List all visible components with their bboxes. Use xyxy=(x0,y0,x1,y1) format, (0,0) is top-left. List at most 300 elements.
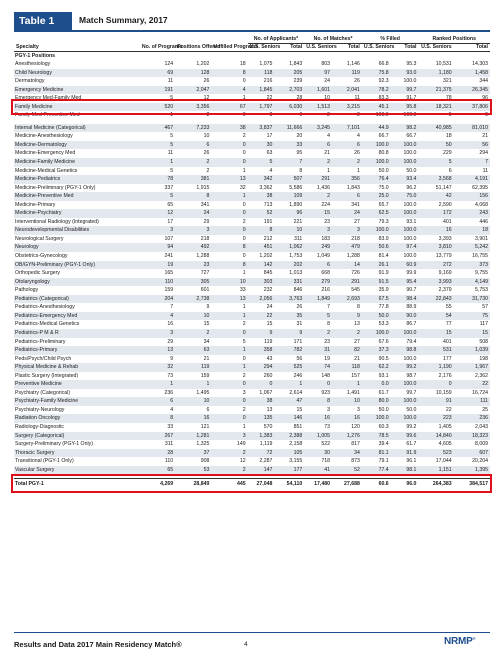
cell-value: 9 xyxy=(248,329,275,338)
cell-value: 96 xyxy=(274,209,304,218)
cell-value: 34 xyxy=(332,449,362,458)
cell-value: 508 xyxy=(479,338,488,345)
table-head xyxy=(14,36,490,52)
cell-value: 13 xyxy=(354,321,360,328)
cell-value: 13,779 xyxy=(435,253,452,260)
cell-value: 1,325 xyxy=(196,441,210,448)
cell-value: 9 xyxy=(274,329,304,338)
cell-value: 75.0 xyxy=(378,184,389,191)
cell-value: 1 xyxy=(211,363,247,372)
cell-value: 42 xyxy=(418,192,453,201)
table-row xyxy=(14,86,490,95)
cell-value: 2,047 xyxy=(175,86,211,95)
cell-value: 12 xyxy=(239,458,246,465)
cell-value: 74 xyxy=(304,363,332,372)
table-row xyxy=(14,201,490,210)
cell-value: 165 xyxy=(164,270,174,277)
total-value: 384,517 xyxy=(454,478,490,489)
cell-value: 520 xyxy=(140,103,175,112)
cell-value: 67 xyxy=(211,103,247,112)
cell-value: 100.0 xyxy=(403,355,417,362)
cell-value: 73 xyxy=(324,423,330,430)
cell-value: 100.0 xyxy=(362,158,391,167)
cell-value: 291 xyxy=(304,175,332,184)
cell-value: 191 xyxy=(140,86,175,95)
cell-value: 2,703 xyxy=(274,86,304,95)
cell-value: 22 xyxy=(454,380,490,389)
cell-value: 96.1 xyxy=(406,458,417,465)
cell-value: 191 xyxy=(263,218,273,225)
cell-value: 24 xyxy=(266,304,273,311)
cell-value: 8 xyxy=(356,304,360,311)
cell-value: 50.6 xyxy=(362,243,391,252)
cell-value: 2,590 xyxy=(438,201,452,208)
cell-value: 13 xyxy=(211,175,247,184)
cell-value: 2,158 xyxy=(289,441,303,448)
cell-value: 1,458 xyxy=(454,69,490,78)
cell-value: 32 xyxy=(239,184,246,191)
cell-value: 5 xyxy=(170,95,174,102)
cell-value: 10 xyxy=(203,133,210,140)
cell-value: 2 xyxy=(332,329,362,338)
cell-value: 1,797 xyxy=(248,103,275,112)
cell-value: 2 xyxy=(304,158,332,167)
cell-value: 4 xyxy=(170,406,174,413)
cell-value: 305 xyxy=(175,278,211,287)
cell-value: 246 xyxy=(293,372,303,379)
cell-value: 22 xyxy=(248,312,275,321)
row-specialty: Medicine-Medical Genetics xyxy=(15,167,78,174)
cell-value: 21 xyxy=(203,355,210,362)
cell-value: 10 xyxy=(332,397,362,406)
cell-value: 44.9 xyxy=(362,124,391,133)
cell-value: 5 xyxy=(418,158,453,167)
table-row xyxy=(14,158,490,167)
cell-value: 18,321 xyxy=(418,103,453,112)
cell-value: 0 xyxy=(211,380,247,389)
cell-value: 1,180 xyxy=(418,69,453,78)
cell-value: 159 xyxy=(164,287,174,294)
cell-value: 33 xyxy=(239,287,246,294)
cell-value: 63 xyxy=(266,150,273,157)
cell-value: 8 xyxy=(175,192,211,201)
table-row xyxy=(14,77,490,86)
cell-value: 260 xyxy=(263,372,273,379)
cell-value: 4 xyxy=(269,167,273,174)
cell-value: 1,843 xyxy=(289,61,303,67)
cell-value: 2 xyxy=(206,167,210,174)
cell-value: 229 xyxy=(442,150,452,157)
cell-value: 88.9 xyxy=(406,304,417,311)
cell-value: 401 xyxy=(442,338,452,345)
cell-value: 3 xyxy=(242,389,246,396)
cell-value: 216 xyxy=(263,78,273,85)
row-specialty: Pediatrics-Primary xyxy=(14,346,140,355)
cell-value: 873 xyxy=(351,458,360,465)
cell-value: 1 xyxy=(332,380,362,389)
cell-value: 54 xyxy=(418,312,453,321)
cell-value: 6 xyxy=(332,192,362,201)
cell-value: 91.9 xyxy=(378,270,389,277)
col-applicants-total: Total xyxy=(274,43,304,52)
cell-value: 38 xyxy=(211,124,247,133)
cell-value: 109 xyxy=(274,192,304,201)
cell-value: 18,323 xyxy=(454,432,490,441)
cell-value: 24 xyxy=(332,209,362,218)
cell-value: 18 xyxy=(239,61,246,67)
cell-value: 11 xyxy=(167,150,174,157)
row-specialty: Pediatrics-Emergency Med xyxy=(14,312,140,321)
cell-value: 99.7 xyxy=(406,389,417,396)
cell-value: 35.9 xyxy=(378,287,389,294)
cell-value: 26.1 xyxy=(362,261,391,270)
cell-value: 95.8 xyxy=(391,103,419,112)
cell-value: 30 xyxy=(304,449,332,458)
row-specialty: Medicine-Anesthesiology xyxy=(15,133,73,140)
cell-value: 1,915 xyxy=(196,184,210,191)
cell-value: 62.5 xyxy=(362,209,391,218)
cell-value: 668 xyxy=(321,270,330,277)
cell-value: 0 xyxy=(211,209,247,218)
cell-value: 6 xyxy=(140,397,175,406)
row-specialty: Otolaryngology xyxy=(14,278,140,287)
cell-value: 232 xyxy=(263,287,273,294)
cell-value: 157 xyxy=(351,372,360,379)
cell-value: 52 xyxy=(332,466,362,475)
cell-value: 90.0 xyxy=(391,312,419,321)
cell-value: 98.8 xyxy=(391,346,419,355)
cell-value: 55 xyxy=(445,304,452,311)
cell-value: 1,843 xyxy=(346,184,360,191)
match-summary-table xyxy=(14,36,490,489)
total-label: Total PGY-1 xyxy=(14,478,140,489)
col-ranked-total: Total xyxy=(454,43,490,52)
cell-value: 2,362 xyxy=(475,372,488,379)
cell-value: 20 xyxy=(296,133,303,140)
cell-value: 218 xyxy=(351,235,360,242)
cell-value: 10 xyxy=(211,278,247,287)
cell-value: 37,806 xyxy=(454,103,490,112)
table-header-bar xyxy=(14,12,490,32)
cell-value: 149 xyxy=(237,441,246,448)
cell-value: 93.1 xyxy=(378,372,389,379)
cell-value: 294 xyxy=(479,150,488,157)
row-specialty: Plastic Surgery (Integrated) xyxy=(15,372,79,379)
cell-value: 0 xyxy=(211,141,247,150)
cell-value: 9 xyxy=(206,304,210,311)
total-value: 4,269 xyxy=(140,478,175,489)
cell-value: 86.7 xyxy=(406,321,417,328)
cell-value: 279 xyxy=(304,278,332,287)
cell-value: 2 xyxy=(332,158,362,167)
cell-value: 817 xyxy=(351,441,360,448)
cell-value: 99.6 xyxy=(391,432,419,441)
table-row xyxy=(14,243,490,252)
cell-value: 80.8 xyxy=(378,150,389,157)
cell-value: 507 xyxy=(274,175,304,184)
cell-value: 79.4 xyxy=(406,338,417,345)
cell-value: 2,043 xyxy=(475,423,488,430)
table-row xyxy=(14,261,490,270)
table-row xyxy=(14,397,490,406)
cell-value: 8 xyxy=(304,397,332,406)
cell-value: 6,030 xyxy=(274,103,304,112)
cell-value: 177 xyxy=(274,466,304,475)
cell-value: 111 xyxy=(454,397,490,406)
cell-value: 67.5 xyxy=(362,295,391,304)
row-specialty: Obstetrics-Gynecology xyxy=(15,253,68,260)
table-row xyxy=(14,372,490,381)
cell-value: 311 xyxy=(164,441,174,448)
cell-value: 3 xyxy=(356,406,360,413)
cell-value: 76.4 xyxy=(362,175,391,184)
cell-value: 851 xyxy=(293,423,303,430)
cell-value: 6 xyxy=(175,141,211,150)
row-specialty: Thoracic Surgery xyxy=(14,449,140,458)
cell-value: 718 xyxy=(321,458,330,465)
cell-value: 356 xyxy=(332,175,362,184)
cell-value: 1,049 xyxy=(317,253,330,260)
cell-value: 66.7 xyxy=(378,133,389,140)
cell-value: 15 xyxy=(418,329,453,338)
cell-value: 34 xyxy=(203,338,210,345)
cell-value: 22 xyxy=(445,406,452,413)
total-value: 27,048 xyxy=(248,478,275,489)
cell-value: 78 xyxy=(445,95,452,102)
cell-value: 14,840 xyxy=(418,432,453,441)
cell-value: 2 xyxy=(356,112,360,119)
cell-value: 0 xyxy=(248,380,275,389)
table-row xyxy=(14,414,490,423)
cell-value: 3,810 xyxy=(418,243,453,252)
cell-value: 24 xyxy=(324,78,330,85)
cell-value: 3 xyxy=(304,226,332,235)
cell-value: 82 xyxy=(332,346,362,355)
cell-value: 5 xyxy=(448,112,452,119)
cell-value: 545 xyxy=(351,287,360,294)
cell-value: 249 xyxy=(304,243,332,252)
table-row xyxy=(14,149,490,158)
col-ranked-us-seniors: U.S. Seniors xyxy=(418,43,453,52)
cell-value: 156 xyxy=(454,192,490,201)
row-specialty: Orthopedic Surgery xyxy=(15,270,60,277)
cell-value: 1 xyxy=(242,304,246,311)
table-row xyxy=(14,346,490,355)
cell-value: 1,146 xyxy=(346,61,360,67)
cell-value: 9,169 xyxy=(438,270,452,277)
table-row xyxy=(14,235,490,244)
table-row xyxy=(14,389,490,398)
cell-value: 479 xyxy=(332,243,362,252)
cell-value: 0 xyxy=(211,414,247,423)
cell-value: 321 xyxy=(442,78,452,85)
cell-value: 57 xyxy=(482,304,488,311)
cell-value: 18 xyxy=(454,226,490,235)
cell-value: 16 xyxy=(175,414,211,423)
cell-value: 3,155 xyxy=(289,458,303,465)
cell-value: 66.8 xyxy=(378,61,389,67)
cell-value: 93.1 xyxy=(406,218,417,225)
row-specialty: Medicine-Primary xyxy=(15,201,56,208)
cell-value: 8,009 xyxy=(475,441,488,448)
cell-value: 75.0 xyxy=(391,192,419,201)
cell-value: 21 xyxy=(482,133,488,140)
cell-value: 65.7 xyxy=(378,201,389,208)
cell-value: 13 xyxy=(266,406,273,413)
cell-value: 2,379 xyxy=(438,287,452,294)
table-row xyxy=(14,432,490,441)
cell-value: 4 xyxy=(140,312,175,321)
cell-value: 7,101 xyxy=(332,124,362,133)
cell-value: 53.3 xyxy=(378,321,389,328)
col-programs: No. of Programs xyxy=(141,43,183,50)
cell-value: 0 xyxy=(242,201,246,208)
total-value: 60.6 xyxy=(362,478,391,489)
cell-value: 6 xyxy=(448,167,452,174)
cell-value: 923 xyxy=(321,389,330,396)
cell-value: 3,362 xyxy=(259,184,273,191)
cell-value: 52 xyxy=(248,209,275,218)
cell-value: 6 xyxy=(304,261,332,270)
cell-value: 522 xyxy=(321,441,330,448)
row-specialty: Psychiatry-Family Medicine xyxy=(14,397,140,406)
cell-value: 3 xyxy=(175,226,211,235)
cell-value: 2 xyxy=(175,329,211,338)
cell-value: 3,993 xyxy=(418,278,453,287)
cell-value: 1,288 xyxy=(346,253,360,260)
cell-value: 243 xyxy=(454,209,490,218)
cell-value: 1,845 xyxy=(248,86,275,95)
table-row xyxy=(14,175,490,184)
cell-value: 272 xyxy=(418,261,453,270)
cell-value: 120 xyxy=(351,423,360,430)
cell-value: 29 xyxy=(203,218,210,225)
table-row xyxy=(14,457,490,466)
cell-value: 39.4 xyxy=(378,441,389,448)
cell-value: 110 xyxy=(140,278,175,287)
cell-value: 6 xyxy=(332,141,362,150)
cell-value: 17 xyxy=(266,133,273,140)
cell-value: 147 xyxy=(248,466,275,475)
cell-value: 4,068 xyxy=(475,201,488,208)
cell-value: 291 xyxy=(332,278,362,287)
cell-value: 1,119 xyxy=(259,441,273,448)
cell-value: 100.0 xyxy=(362,414,391,423)
cell-value: 223 xyxy=(418,414,453,423)
cell-value: 90.7 xyxy=(406,287,417,294)
table-row xyxy=(14,338,490,347)
cell-value: 4,191 xyxy=(454,175,490,184)
cell-value: 22,843 xyxy=(418,295,453,304)
col-group-filled: % Filled xyxy=(362,36,419,43)
cell-value: 67.6 xyxy=(378,338,389,345)
cell-value: 91.9 xyxy=(391,449,419,458)
cell-value: 78.2 xyxy=(362,86,391,95)
row-specialty: Family Med-Preventive Med xyxy=(15,112,80,119)
cell-value: 60.3 xyxy=(378,423,389,430)
cell-value: 451 xyxy=(248,243,275,252)
cell-value: 713 xyxy=(263,201,273,208)
cell-value: 100.0 xyxy=(403,253,417,260)
table-row xyxy=(14,60,490,69)
table-row xyxy=(14,226,490,235)
cell-value: 0 xyxy=(211,158,247,167)
cell-value: 17 xyxy=(167,218,174,225)
cell-value: 5 xyxy=(242,338,246,345)
table-row xyxy=(14,141,490,150)
cell-value: 1,075 xyxy=(259,61,273,67)
cell-value: 91.7 xyxy=(406,95,417,102)
cell-value: 41 xyxy=(304,466,332,475)
cell-value: 32 xyxy=(140,363,175,372)
cell-value: 14,303 xyxy=(472,61,488,67)
table-row xyxy=(14,167,490,176)
cell-value: 27 xyxy=(354,338,360,345)
table-row xyxy=(14,269,490,278)
cell-value: 727 xyxy=(200,270,210,277)
cell-value: 845 xyxy=(263,270,273,277)
cell-value: 8 xyxy=(248,226,275,235)
cell-value: 28 xyxy=(140,449,175,458)
cell-value: 75 xyxy=(454,312,490,321)
cell-value: 16,724 xyxy=(472,389,488,396)
cell-value: 75.8 xyxy=(362,69,391,78)
cell-value: 142 xyxy=(248,261,275,270)
cell-value: 1 xyxy=(211,346,247,355)
cell-value: 65 xyxy=(167,201,174,208)
cell-value: 43 xyxy=(266,355,273,362)
cell-value: 205 xyxy=(274,69,304,78)
cell-value: 100.0 xyxy=(362,226,391,235)
cell-value: 5 xyxy=(140,192,175,201)
cell-value: 1 xyxy=(242,95,246,102)
cell-value: 73 xyxy=(167,372,174,379)
cell-value: 0 xyxy=(242,355,246,362)
cell-value: 0 xyxy=(211,397,247,406)
cell-value: 50.0 xyxy=(378,167,389,174)
cell-value: 8 xyxy=(211,243,247,252)
cell-value: 38 xyxy=(248,192,275,201)
cell-value: 1,039 xyxy=(454,346,490,355)
cell-value: 1 xyxy=(242,423,246,430)
cell-value: 3 xyxy=(269,112,273,119)
table-row xyxy=(14,440,490,449)
cell-value: 100.0 xyxy=(362,329,391,338)
total-value: 27,688 xyxy=(332,478,362,489)
cell-value: 341 xyxy=(200,201,210,208)
cell-value: 119 xyxy=(175,363,211,372)
cell-value: 8 xyxy=(211,261,247,270)
cell-value: 100.0 xyxy=(391,209,419,218)
cell-value: 20,204 xyxy=(472,458,488,465)
cell-value: 492 xyxy=(175,243,211,252)
table-title: Match Summary, 2017 xyxy=(79,15,168,25)
cell-value: 3 xyxy=(332,226,362,235)
cell-value: 294 xyxy=(248,363,275,372)
cell-value: 5 xyxy=(170,167,174,174)
table-row xyxy=(14,466,490,475)
row-specialty: Internal Medicine (Categorical) xyxy=(14,124,140,133)
cell-value: 56 xyxy=(454,141,490,150)
cell-value: 117 xyxy=(479,321,488,328)
cell-value: 9 xyxy=(485,112,488,119)
cell-value: 79.3 xyxy=(378,218,389,225)
cell-value: 78 xyxy=(140,175,175,184)
cell-value: 30 xyxy=(248,141,275,150)
cell-value: 2 xyxy=(327,112,330,119)
cell-value: 159 xyxy=(200,372,210,379)
cell-value: 100.0 xyxy=(391,329,419,338)
